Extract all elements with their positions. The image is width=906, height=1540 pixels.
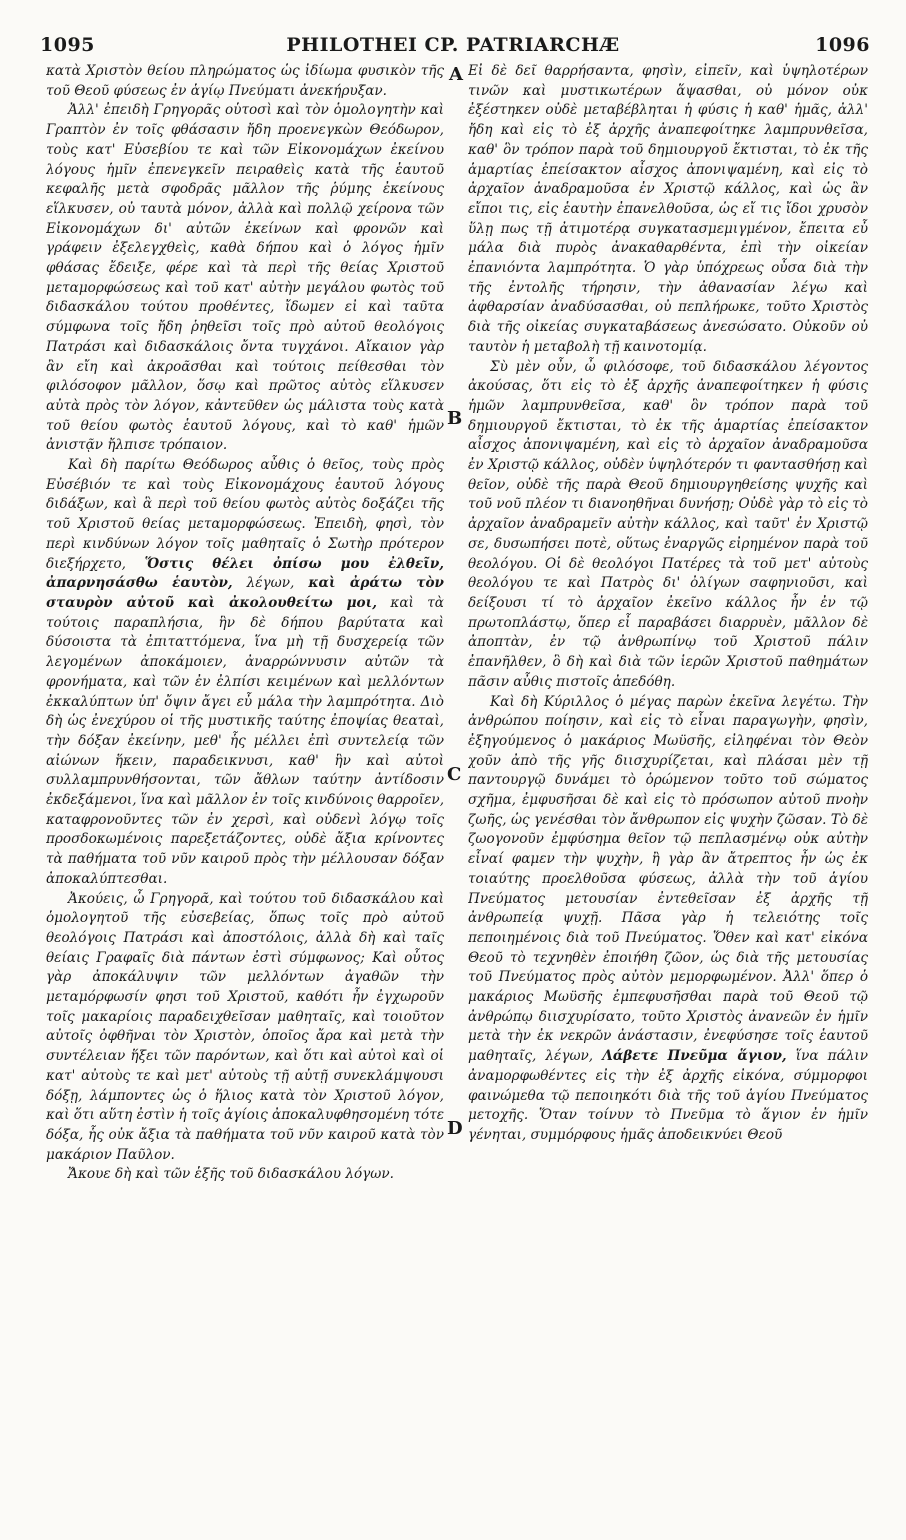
- scripture-quote-1: Ὅστις θέλει ὀπίσω μου ἐλθεῖν, ἀπαρνησάσθω ἑαυτὸν,: [46, 555, 444, 592]
- left-paragraph-3-text-c: καὶ τὰ τούτοις παραπλήσια, ἣν δὲ δήπου βαρύτατα καὶ δύσοιστα τὰ ἐπιταττόμενα, ἵνα μὴ τῇ δυσχερείᾳ τῶν λεγομένων ἀποκάμοιεν, ἀναρρώννυσιν αὐτῶν τὰ φρονήματα, καὶ τῶν ἐν ἐλπίσι κειμένων καὶ μελλόντων ἐκκαλύπτων ὑπ' ὄψιν ἄγει εὖ μάλα τὴν λαμπρότητα. Διὸ δὴ ὡς ἐνεχύρου οἱ τῆς μυστικῆς ταύτης ἐποψίας θεαταὶ, τὴν δόξαν ἐκείνην, μεθ' ἧς μέλλει ἐπὶ συντελείᾳ τῶν αἰώνων ἥκειν, παραδεικνυσι, καθ' ἣν καὶ αὐτοὶ συλλαμπρυνθήσονται, τῶν ἄθλων ταύτην ἀντίδοσιν ἐκδεξάμενοι, ἵνα καὶ μᾶλλον ἐν τοῖς κινδύνοις θαρροῖεν, καταφρονοῦντες τῶν ἐν χερσὶ, καὶ οὐδενὶ λόγῳ τοῖς προσδοκωμένοις παρεξετάζοντες, οὐδὲ ἄξια κρίνοντες τὰ παθήματα τοῦ νῦν καιροῦ πρὸς τὴν μέλλουσαν δόξαν ἀποκαλύπτεσθαι.: [46, 594, 444, 887]
- left-paragraph-5: Ἄκουε δὴ καὶ τῶν ἑξῆς τοῦ διδασκάλου λόγων.: [68, 1166, 394, 1183]
- right-column: [468, 62, 868, 1522]
- right-paragraph-3-text-b: ἵνα πάλιν ἀναμορφωθέντες εἰς τὴν ἐξ ἀρχῆς εἰκόνα, σύμμορφοι φαινώμεθα τῷ πεποιηκότι διὰ τῆς τοῦ ἁγίου Πνεύματος μετοχῆς. Ὅταν τοίνυν τὸ Πνεῦμα τὸ ἅγιον ἐν ἡμῖν γένηται, συμμόρφους ἡμᾶς ἀποδεικνύει Θεοῦ: [468, 1048, 868, 1143]
- left-paragraph-4: Ἀκούεις, ὦ Γρηγορᾶ, καὶ τούτου τοῦ διδασκάλου καὶ ὁμολογητοῦ τῆς εὐσεβείας, ὅπως τοῖς πρὸ αὐτοῦ θεολόγοις Πατράσι καὶ ἀποστόλοις, ἀλλὰ δὴ καὶ ταῖς θείαις Γραφαῖς διὰ πάντων ἐστὶ σύμφωνος; Καὶ οὗτος γὰρ ἀποκάλυψιν τῶν μελλόντων ἀγαθῶν τὴν μεταμόρφωσίν φησι τοῦ Χριστοῦ, καθότι ἦν ἐγχωροῦν τοῖς μακαρίοις παραδειχθεῖσαν μαθηταῖς, καὶ τοιοῦτον αὐτοῖς ὀφθῆναι τὸν Χριστὸν, ὁποῖος ἄρα καὶ μετὰ τὴν συντέλειαν ἥξει τῶν παρόντων, καὶ ὅτι καὶ αὐτοὶ καὶ οἱ κατ' αὐτοὺς τε καὶ μετ' αὐτοὺς τῇ αὐτῇ συνεκλάμψουσι δόξῃ, λάμποντες ὡς ὁ ἥλιος κατὰ τὸν Χριστοῦ λόγον, καὶ ὅτι αὕτη ἐστὶν ἡ τοῖς ἁγίοις ἀποκαλυφθησομένη τότε δόξα, ἧς οὐκ ἄξια τὰ παθήματα τοῦ νῦν καιροῦ κατὰ τὸν μακάριον Παῦλον.: [46, 890, 444, 1163]
- page-number-right: 1096: [815, 34, 870, 56]
- scripture-quote-3: Λάβετε Πνεῦμα ἅγιον,: [602, 1048, 787, 1065]
- running-title: PHILOTHEI CP. PATRIARCHÆ: [286, 34, 620, 56]
- left-column: [46, 62, 444, 1522]
- left-paragraph-3-text-a: Καὶ δὴ παρίτω Θεόδωρος αὖθις ὁ θεῖος, τοὺς πρὸς Εὐσέβιόν τε καὶ τοὺς Εἰκονομάχους ἑαυτοῦ λόγους διδάξων, καὶ ἃ περὶ τοῦ θείου φωτὸς αὐτὸς δοξάζει τῆς τοῦ Χριστοῦ θείας μεταμορφώσεως. Ἐπειδὴ, φησὶ, τὸν περὶ κινδύνων λόγον τοῖς μαθηταῖς ὁ Σωτὴρ πρότερον διεξήρχετο,: [46, 457, 444, 572]
- margin-marker-d: D: [447, 1118, 463, 1139]
- right-paragraph-1: Εἰ δὲ δεῖ θαρρήσαντα, φησὶν, εἰπεῖν, καὶ ὑψηλοτέρων τινῶν καὶ μυστικωτέρων ἅψασθαι, οὐ μόνον οὐκ ἐξέστηκεν οὐδὲ μεταβέβληται ἡ φύσις ἡ καθ' ἡμᾶς, ἀλλ' ἤδη καὶ εἰς τὸ ἐξ ἀρχῆς ἀναπεφοίτηκε λαμπρυνθεῖσα, καθ' ὃν τρόπον παρὰ τοῦ δημιουργοῦ ἔκτισται, τὸ ἐκ τῆς ἁμαρτίας ἐπείσακτον αἶσχος ἀπονιψαμένη, καὶ εἰς τὸ ἀρχαῖον ἀναδραμοῦσα ἐν Χριστῷ κάλλος, καὶ ὡς ἂν εἴποι τις, εἰς ἑαυτὴν ἐπανελθοῦσα, ὡς εἴ τις ἴδοι χρυσὸν ὕλῃ πως τῇ ἀτιμοτέρᾳ συγκατασμεμιγμένον, ἔπειτα εὖ μάλα διὰ πυρὸς ἀνακαθαρθέντα, ἐπὶ τὴν οἰκείαν ἐπανιόντα λαμπρότητα. Ὁ γὰρ ὑπόχρεως οὖσα διὰ τὴν τῆς ἐντολῆς τήρησιν, τὴν ἀθανασίαν λέγω καὶ ἀφθαρσίαν ἀναδύσασθαι, οὐ πεπλήρωκε, τοῦτο Χριστὸς διὰ τῆς οἰκείας συγκαταβάσεως ἀνεσώσατο. Οὐκοῦν οὐ ταυτὸν ἡ μεταβολὴ τῇ καινοτομίᾳ.: [468, 63, 868, 355]
- right-paragraph-2: Σὺ μὲν οὖν, ὦ φιλόσοφε, τοῦ διδασκάλου λέγοντος ἀκούσας, ὅτι εἰς τὸ ἐξ ἀρχῆς ἀναπεφοίτηκεν ἡ φύσις ἡμῶν λαμπρυνθεῖσα, καθ' ὃν τρόπον παρὰ τοῦ δημιουργοῦ ἔκτισται, τὸ ἐκ τῆς ἁμαρτίας ἐπείσακτον αἶσχος ἀπονιψαμένη, καὶ εἰς τὸ ἀρχαῖον ἀναδραμοῦσα ἐν Χριστῷ κάλλος, οὐδὲν ὑψηλότερόν τι φαντασθήσῃ καὶ θεῖον, οὐδὲ τῆς παρὰ Θεοῦ δημιουργηθείσης ψυχῆς καὶ τοῦ νοῦ πλέον τι διανοηθῆναι δυνήσῃ; Οὐδὲ γὰρ τὸ εἰς τὸ ἀρχαῖον ἀναδραμεῖν αὐτὴν κάλλος, καὶ ταῦτ' ἐν Χριστῷ σε, δυσωπήσει ποτὲ, οὕτως ἐναργῶς εἰρημένον παρὰ τοῦ θεολόγου. Οἱ δὲ θεολόγοι Πατέρες τὰ τοῦ μετ' αὐτοὺς θεολόγου τε καὶ Πατρὸς δι' ὀλίγων σαφηνιοῦσι, καὶ δείξουσι τί τὸ ἀρχαῖον ἐκεῖνο κάλλος ἦν ἐν τῷ πρωτοπλάστῳ, ὅπερ εἶ παραβάσει διαρρυὲν, μᾶλλον δὲ ἀποπτὰν, ἐν τῷ ἀνθρωπίνῳ τοῦ Χριστοῦ πάλιν ἐπανῆλθεν, ὃ δὴ καὶ διὰ τῶν ἱερῶν Χριστοῦ παθημάτων πᾶσιν αὖθις πιστοῖς ἀπεδόθη.: [468, 358, 868, 690]
- right-paragraph-3: [468, 693, 868, 1146]
- margin-marker-b: B: [447, 408, 463, 429]
- right-paragraph-3-text-a: Καὶ δὴ Κύριλλος ὁ μέγας παρὼν ἐκεῖνα λεγέτω. Τὴν ἀνθρώπου ποίησιν, καὶ εἰς τὸ εἶναι παραγωγὴν, φησὶν, ἐξηγούμενος ὁ μακάριος Μωϋσῆς, εἰληφέναι τὸν Θεὸν χοῦν ἀπὸ τῆς γῆς διισχυρίζεται, καὶ πλάσαι μὲν τῇ παντουργῷ δυνάμει τὸ ὁρώμενον τοῦτο τοῦ σώματος σχῆμα, ἐμφυσῆσαι δὲ καὶ εἰς τὸ πρόσωπον αὐτοῦ πνοὴν ζωῆς, ὡς γενέσθαι τὸν ἄνθρωπον εἰς ψυχὴν ζῶσαν. Τὸ δὲ ζωογονοῦν ἐμφύσημα θεῖον τῷ πεπλασμένῳ οὐκ αὐτὴν εἶναί φαμεν τὴν ψυχὴν, ἢ γὰρ ἂν ἄτρεπτος ἦν ὡς ἐκ τοιαύτης προελθοῦσα φύσεως, ἀλλὰ τὴν τοῦ ἁγίου Πνεύματος μετουσίαν ἐντεθεῖσαν ἐξ ἀρχῆς τῇ ἀνθρωπείᾳ ψυχῇ. Πᾶσα γὰρ ἡ τελειότης τοῖς πεποιημένοις διὰ τοῦ Πνεύματος. Ὅθεν καὶ κατ' εἰκόνα Θεοῦ τὸ τεχνηθὲν ἐποιήθη ζῶον, ὡς διὰ τῆς μετουσίας τοῦ Πνεύματος πρὸς αὐτὸν μεμορφωμένον. Ἀλλ' ὅπερ ὁ μακάριος Μωϋσῆς ἐμπεφυσῆσθαι παρὰ τοῦ Θεοῦ τῷ ἀνθρώπῳ διισχυρίσατο, τοῦτο Χριστὸς ἀνανεῶν ἐν ἡμῖν μετὰ τὴν ἐκ νεκρῶν ἀνάστασιν, ἐνεφύσησε τοῖς ἑαυτοῦ μαθηταῖς, λέγων,: [468, 693, 868, 1065]
- left-paragraph-3: [46, 456, 444, 889]
- left-paragraph-3-text-b: λέγων,: [246, 575, 295, 592]
- scripture-quote-2: καὶ ἀράτω τὸν σταυρὸν αὐτοῦ καὶ ἀκολουθείτω μοι,: [46, 575, 444, 611]
- page-number-left: 1095: [40, 34, 95, 56]
- margin-marker-c: C: [447, 764, 462, 785]
- margin-marker-a: A: [449, 64, 463, 85]
- left-paragraph-1: κατὰ Χριστὸν θείου πληρώματος ὡς ἰδίωμα φυσικὸν τῆς τοῦ Θεοῦ φύσεως ἐν ἁγίῳ Πνεύματι ἀνεκήρυξαν.: [46, 63, 444, 99]
- left-paragraph-2: Ἀλλ' ἐπειδὴ Γρηγορᾶς οὑτοσὶ καὶ τὸν ὁμολογητὴν καὶ Γραπτὸν ἐν τοῖς φθάσασιν ἤδη προενεγκὼν Θεόδωρον, τοὺς κατ' Εὐσεβίου τε καὶ τῶν Εἰκονομάχων ἐκείνου λόγους ἡμῖν ἐπενεγκεῖν πειραθεὶς κατὰ τῆς ἑαυτοῦ κεφαλῆς μετὰ σφοδρᾶς μᾶλλον τῆς ῥύμης ἐκείνους εἵλκυσεν, οὐ ταυτὰ μόνον, ἀλλὰ καὶ πολλῷ χείρονα τῶν Εἰκονομάχων δι' αὐτῶν ἐκείνων καὶ φρονῶν καὶ γράφειν ἐξελεγχθεὶς, καθὰ δήπου καὶ ὁ λόγος ἡμῖν φθάσας ἔδειξε, φέρε καὶ τὰ περὶ τῆς θείας Χριστοῦ μεταμορφώσεως καὶ τοῦ κατ' αὐτὴν μεγάλου φωτὸς τοῦ διδασκάλου τούτου προθέντες, ἴδωμεν εἰ καὶ ταῦτα σύμφωνα τοῖς ἤδη ῥηθεῖσι τοῖς πρὸ αὐτοῦ θεολόγοις Πατράσι καὶ διδασκάλοις ὄντα τυγχάνοι. Αἴκαιον γὰρ ἂν εἴη καὶ ἀκροᾶσθαι καὶ τούτοις πείθεσθαι τὸν φιλόσοφον μᾶλλον, ὅσῳ καὶ πρῶτος αὐτὸς εἵλκυσεν αὐτὰ πρὸς τὸν λόγον, κἀντεῦθεν ὡς μάλιστα τοὺς κατὰ τοῦ θείου φωτὸς ἑαυτοῦ λόγους, καὶ τὸ καθ' ἡμῶν ἀνιστᾷν ἤλπισε τρόπαιον.: [46, 102, 444, 454]
